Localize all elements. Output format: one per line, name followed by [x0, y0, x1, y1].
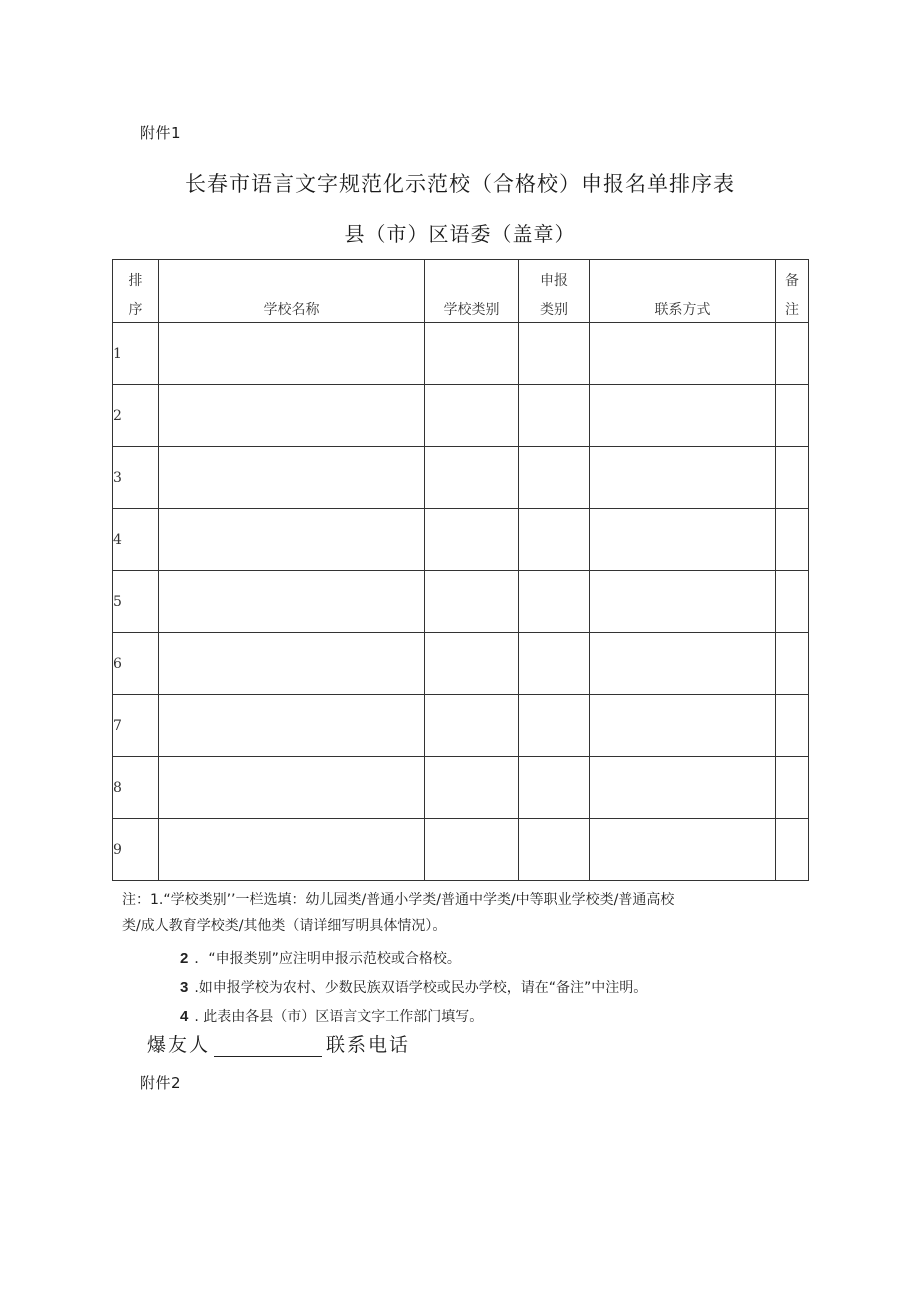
table-header-row — [113, 260, 809, 323]
remark-cell[interactable] — [776, 819, 809, 881]
school-type-cell[interactable] — [425, 571, 519, 633]
contact-phone-label: 联系电话 — [326, 1034, 411, 1056]
table-row — [113, 509, 809, 571]
school-name-cell[interactable] — [159, 385, 425, 447]
school-type-cell[interactable] — [425, 323, 519, 385]
filler-blank[interactable] — [214, 1038, 322, 1057]
table-row — [113, 819, 809, 881]
apply-type-cell[interactable] — [519, 509, 590, 571]
apply-type-cell[interactable] — [519, 757, 590, 819]
contact-cell[interactable] — [590, 633, 776, 695]
header-school-type: 学校类别 — [425, 260, 519, 323]
row-number: 1 — [113, 323, 159, 385]
contact-cell[interactable] — [590, 447, 776, 509]
apply-type-cell[interactable] — [519, 447, 590, 509]
apply-type-cell[interactable] — [519, 695, 590, 757]
row-number: 9 — [113, 819, 159, 881]
note-3: 3 .如申报学校为农村、少数民族双语学校或民办学校，请在“备注”中注明。 — [180, 979, 648, 996]
remark-cell[interactable] — [776, 385, 809, 447]
table-row — [113, 385, 809, 447]
header-contact: 联系方式 — [590, 260, 776, 323]
remark-cell[interactable] — [776, 323, 809, 385]
ranking-table — [112, 259, 809, 881]
table-row — [113, 695, 809, 757]
school-name-cell[interactable] — [159, 571, 425, 633]
filler-label: 爆友人 — [147, 1034, 211, 1056]
remark-cell[interactable] — [776, 633, 809, 695]
contact-cell[interactable] — [590, 819, 776, 881]
apply-type-cell[interactable] — [519, 385, 590, 447]
row-number: 7 — [113, 695, 159, 757]
school-name-cell[interactable] — [159, 633, 425, 695]
apply-type-cell[interactable] — [519, 323, 590, 385]
remark-cell[interactable] — [776, 509, 809, 571]
contact-cell[interactable] — [590, 571, 776, 633]
school-type-cell[interactable] — [425, 633, 519, 695]
apply-type-cell[interactable] — [519, 633, 590, 695]
attachment-2-label: 附件2 — [140, 1074, 182, 1092]
note-1: 注：1.“学校类别’’一栏选填：幼儿园类/普通小学类/普通中学类/中等职业学校类/普通高校 — [122, 892, 675, 908]
row-number: 6 — [113, 633, 159, 695]
remark-cell[interactable] — [776, 695, 809, 757]
apply-type-cell[interactable] — [519, 571, 590, 633]
row-number: 8 — [113, 757, 159, 819]
school-name-cell[interactable] — [159, 509, 425, 571]
school-name-cell[interactable] — [159, 819, 425, 881]
note-1-continued: 类/成人教育学校类/其他类（请详细写明具体情况）。 — [122, 918, 447, 934]
note-2: 2 ．“申报类别”应注明申报示范校或合格校。 — [180, 950, 461, 967]
row-number: 4 — [113, 509, 159, 571]
table-row — [113, 571, 809, 633]
school-name-cell[interactable] — [159, 757, 425, 819]
school-type-cell[interactable] — [425, 757, 519, 819]
contact-cell[interactable] — [590, 385, 776, 447]
note-4: 4 . 此表由各县（市）区语言文字工作部门填写。 — [180, 1008, 484, 1025]
apply-type-cell[interactable] — [519, 819, 590, 881]
remark-cell[interactable] — [776, 447, 809, 509]
notes-block — [122, 887, 822, 939]
school-name-cell[interactable] — [159, 447, 425, 509]
school-type-cell[interactable] — [425, 509, 519, 571]
school-type-cell[interactable] — [425, 695, 519, 757]
table-row — [113, 323, 809, 385]
school-type-cell[interactable] — [425, 447, 519, 509]
row-number: 5 — [113, 571, 159, 633]
signature-line — [147, 1030, 410, 1057]
school-type-cell[interactable] — [425, 385, 519, 447]
school-name-cell[interactable] — [159, 695, 425, 757]
contact-cell[interactable] — [590, 757, 776, 819]
page-subtitle: 县（市）区语委（盖章） — [344, 222, 576, 246]
contact-cell[interactable] — [590, 509, 776, 571]
row-number: 3 — [113, 447, 159, 509]
contact-cell[interactable] — [590, 695, 776, 757]
header-order: 排 序 — [113, 260, 159, 323]
attachment-1-label: 附件1 — [140, 124, 182, 142]
table-row — [113, 757, 809, 819]
header-apply-type: 申报 类别 — [519, 260, 590, 323]
page-title: 长春市语言文字规范化示范校（合格校）申报名单排序表 — [185, 172, 735, 196]
contact-cell[interactable] — [590, 323, 776, 385]
school-name-cell[interactable] — [159, 323, 425, 385]
remark-cell[interactable] — [776, 757, 809, 819]
remark-cell[interactable] — [776, 571, 809, 633]
table-row — [113, 633, 809, 695]
table-row — [113, 447, 809, 509]
row-number: 2 — [113, 385, 159, 447]
header-remark: 备 注 — [776, 260, 809, 323]
header-school-name: 学校名称 — [159, 260, 425, 323]
school-type-cell[interactable] — [425, 819, 519, 881]
